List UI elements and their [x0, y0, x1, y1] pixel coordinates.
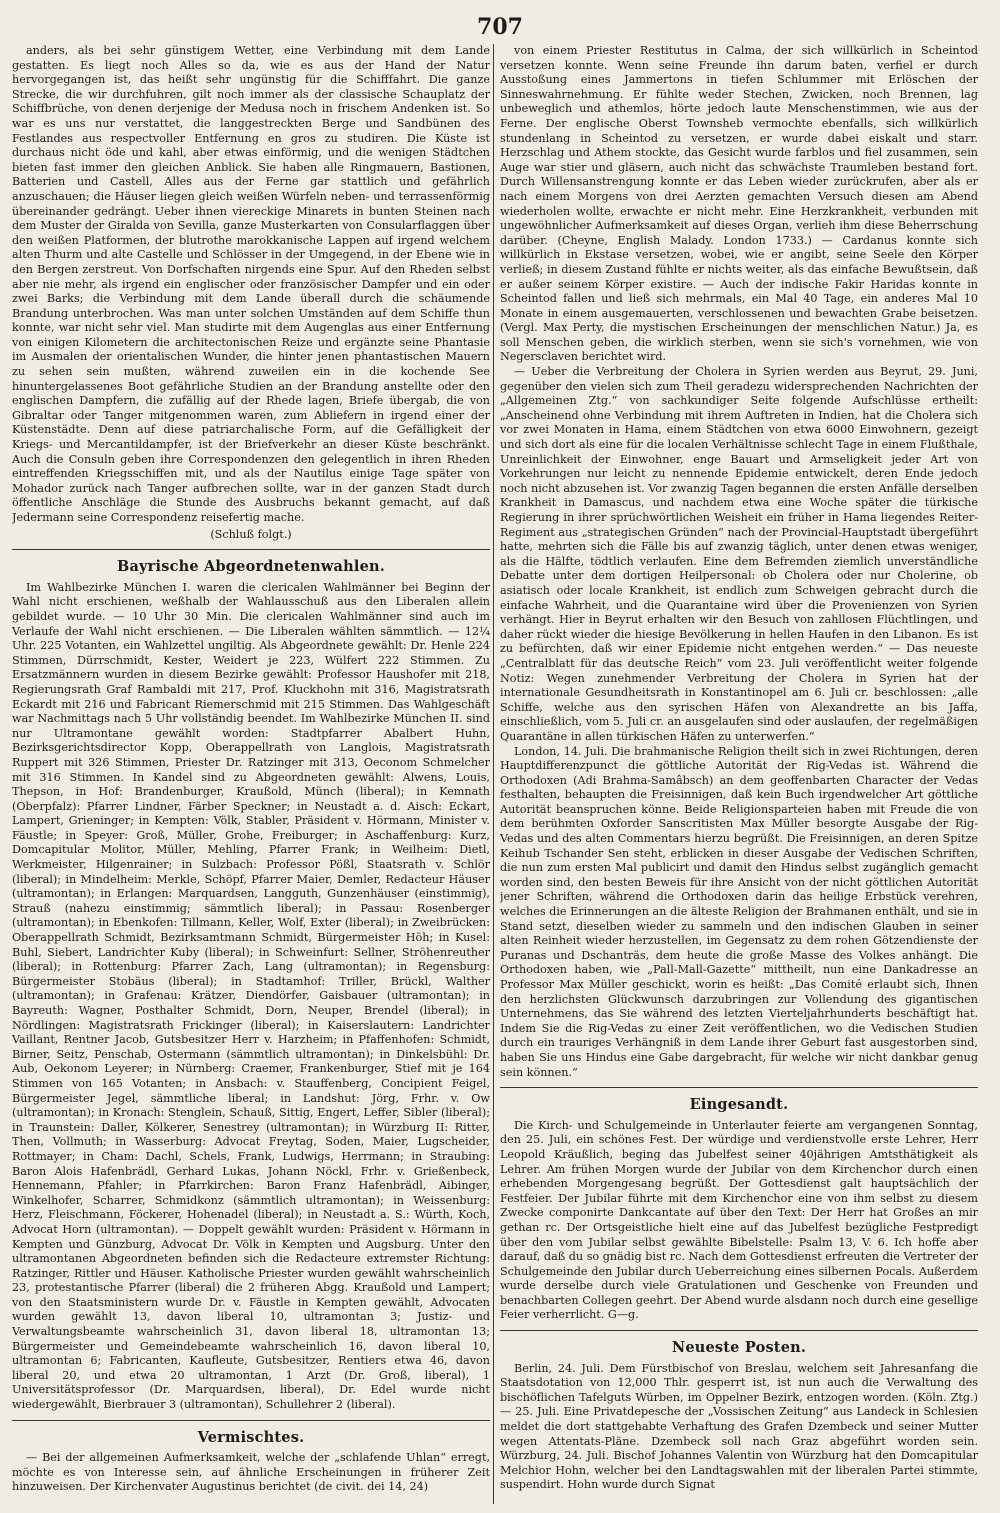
- section-divider: [12, 1420, 490, 1421]
- right-column: [500, 44, 978, 1506]
- to-be-continued-note: (Schluß folgt.): [210, 527, 292, 541]
- page-number: 707: [477, 14, 523, 40]
- cholera-report-text: — Ueber die Verbreitung der Cholera in Syrien werden aus Beyrut, 29. Juni, gegenüber den vielen sich zum Theil geradezu widersprechenden Nachrichten der „Allgemeinen Ztg.“ von sachkundiger Seite folgende Aufschlüsse ertheilt: „Anscheinend ohne Verbindung mit ihrem Auftreten in Indien, hat die Cholera sich vor zwei Monaten in Hama, einem Städtchen von etwa 6000 Einwohnern, gezeigt und sich dort als eine für die localen Verhältnisse schlecht Tage in einem Flußthale, Unreinlichkeit der Einwohner, enge Bauart und Armseligkeit jeder Art von Vorkehrungen nur leicht zu nennende Epidemie entwickelt, deren Ende jedoch noch nicht abzusehen ist. Vor zwanzig Tagen begannen die ersten Anfälle derselben Krankheit in Damascus, und nachdem etwa eine Woche später die türkische Regierung in ihrer sprüchwörtlichen Weisheit ein früher in Hama liegendes Reiter-Regiment aus „strategischen Gründen“ nach der Provincial-Hauptstadt übergeführt hatte, mehrten sich die Fälle bis auf zwanzig täglich, unter denen etwas weniger, als die Hälfte, tödtlich verlaufen. Eine dem Befremden ziemlich unverständliche Debatte unter dem dortigen Heilpersonal: ob Cholera oder nur Cholerine, ob asiatisch oder locale Krankheit, ist endlich zum Schweigen gebracht durch die einfache Wahrheit, und die Quarantaine wird über die Provenienzen von Syrien verhängt. Hier in Beyrut erhalten wir den Besuch von zahllosen Flüchtlingen, und daher rückt wieder die hiesige Bevölkerung in hellen Haufen in den Libanon. Es ist zu befürchten, daß wir einer Epidemie nicht entgehen werden.“ — Das neueste „Centralblatt für das deutsche Reich“ vom 23. Juli veröffentlicht weiter folgende Notiz: Wegen zunehmender Verbreitung der Cholera in Syrien hat der internationale Gesundheitsrath in Konstantinopel am 6. Juli cr. beschlossen: „alle Schiffe, welche aus den syrischen Häfen von Alexandrette an bis Jaffa, einschließlich, vom 5. Juli cr. an ausgelaufen sind oder auslaufen, der regelmäßigen Quarantäne in allen türkischen Häfen zu unterwerfen.“: [500, 365, 978, 743]
- travel-report-text: anders, als bei sehr günstigem Wetter, eine Verbindung mit dem Lande gestatten. Es liegt noch Alles so da, wie es aus der Hand der Natur hervorgegangen ist, das heißt sehr ungünstig für die Schifffahrt. Die ganze Strecke, die wir durchfuhren, gilt noch immer als der classische Schauplatz der Schiffbrüche, von denen derjenige der Medusa noch in frischem Andenken ist. So war es uns nur verstattet, die langgestreckten Berge und Sandbünen des Festlandes aus respectvoller Entfernung en gros zu studiren. Die Küste ist durchaus nicht öde und kahl, aber etwas einförmig, und die wenigen Städtchen bieten fast immer den gleichen Anblick. Sie haben alle Ringmauern, Bastionen, Batterien und Castell, Alles aus der Ferne gar stattlich und gefährlich anzuschauen; die Häuser liegen gleich weißen Würfeln neben- und terrassenförmig übereinander gedrängt. Ueber ihnen viereckige Minarets in bunten Steinen nach dem Muster der Giralda von Sevilla, ganze Musterkarten von Consularflaggen über den weißen Platformen, der blutrothe marokkanische Lappen auf irgend welchem alten Thurm und alte Castelle und Schlösser in der Umgegend, in der Ebene wie in den Bergen zerstreut. Von Dorfschaften nirgends eine Spur. Auf den Rheden selbst aber nie mehr, als irgend ein englischer oder französischer Dampfer und ein oder zwei Barks; die Verbindung mit dem Lande überall durch die schäumende Brandung unterbrochen. Was man unter solchen Umständen auf dem Schiffe thun konnte, war nicht sehr viel. Man studirte mit dem Augenglas aus einer Entfernung von einigen Kilometern die architectonischen Reize und ergänzte seine Phantasie im Ausmalen der orientalischen Wunder, die hinter jenen phantastischen Mauern zu sehen sein mußten, während zuweilen ein in die kochende See hinuntergelassenes Boot gefährliche Studien an der Brandung anstellte oder den englischen Dampfern, die zufällig auf der Rhede lagen, Briefe übergab, die von Gibraltar oder Tanger mitgenommen waren, zum Abliefern in irgend einer der Küstenstädte. Denn auf diese patriarchalische Form, auf die Gefälligkeit der Kriegs- und Mercantildampfer, ist der Briefverkehr an dieser Küste beschränkt. Auch die Consuln geben ihre Correspondenzen den gelegentlich in ihren Rheden eintreffenden Kriegsschiffen mit, und als der Nautilus einige Tage später von Mohador zurück nach Tanger aufbrechen sollte, war in der ganzen Stadt durch öffentliche Anschläge die Stunde des Ausbruchs bekannt gemacht, auf daß Jedermann seine Correspondenz reisefertig mache.: [12, 44, 490, 524]
- section-title-miscellaneous: Vermischtes.: [197, 1428, 305, 1446]
- section-title-latest-news: Neueste Posten.: [671, 1339, 807, 1357]
- section-title-submitted: Eingesandt.: [689, 1096, 789, 1114]
- section-divider: [500, 1087, 978, 1088]
- london-report-text: London, 14. Juli. Die brahmanische Religion theilt sich in zwei Richtungen, deren Hauptdifferenzpunct die göttliche Autorität der Rig-Vedas ist. Während die Orthodoxen (Adi Brahma-Samâbsch) an dem geoffenbarten Character der Vedas festhalten, behaupten die Freisinnigen, daß kein Buch irgendwelcher Art göttliche Autorität beanspruchen könne. Beide Religionsparteien haben mit Freude die von dem berühmten Oxforder Sanscritisten Max Müller besorgte Ausgabe der Rig-Vedas und des alten Commentars hierzu begrüßt. Die Freisinnigen, an deren Spitze Keihub Tschander Sen steht, erblicken in dieser Ausgabe der Vedischen Schriften, die nun zum ersten Mal publicirt und damit den Hindus selbst zugänglich gemacht worden sind, den besten Beweis für ihre Ansicht von der nicht göttlichen Autorität jener Schriften, während die Orthodoxen darin das heilige Erbstück verehren, welches die Erinnerungen an die älteste Religion der Brahmanen enthält, und sie in Stand setzt, dieselben wieder zu sammeln und den indischen Glauben in seiner alten Reinheit wieder herzustellen, im Gegensatz zu dem rohen Götzendienste der Puranas und Dschanträs, dem heute die große Masse des Volkes anhängt. Die Orthodoxen haben, wie „Pall-Mall-Gazette“ mittheilt, nun eine Dankadresse an Professor Max Müller geschickt, worin es heißt: „Das Comité erlaubt sich, Ihnen den herzlichsten Glückwunsch darzubringen zur Vollendung des gigantischen Unternehmens, das Sie während des letzten Vierteljahrhunderts beschäftigt hat. Indem Sie die Rig-Vedas zu einer Zeit veröffentlichen, wo die Vedischen Studien durch ein trauriges Verhängniß in dem Lande ihrer Geburt fast ausgestorben sind, haben Sie uns Hindus eine Gabe dargebracht, für welche wir nicht dankbar genug sein können.“: [500, 744, 978, 1079]
- section-title-elections: Bayrische Abgeordnetenwahlen.: [116, 558, 385, 576]
- elections-text: Im Wahlbezirke München I. waren die clericalen Wahlmänner bei Beginn der Wahl nicht erschienen, weßhalb der Wahlausschuß aus den Liberalen allein gebildet wurde. — 10 Uhr 30 Min. Die clericalen Wahlmänner sind auch im Verlaufe der Wahl nicht erschienen. — Die Liberalen wählten sämmtlich. — 12¼ Uhr. 225 Votanten, ein Wahlzettel ungiltig. Als Abgeordnete gewählt: Dr. Henle 224 Stimmen, Dürrschmidt, Kester, Weidert je 223, Wülfert 222 Stimmen. Zu Ersatzmännern wurden in diesem Bezirke gewählt: Professor Haushofer mit 218, Regierungsrath Graf Rambaldi mit 217, Prof. Kluckhohn mit 316, Magistratsrath Eckardt mit 216 und Fabricant Riemerschmid mit 215 Stimmen. Das Wahlgeschäft war Nachmittags nach 5 Uhr vollständig beendet. Im Wahlbezirke München II. sind nur Ultramontane gewählt worden: Stadtpfarrer Abalbert Huhn, Bezirksgerichtsdirector Kopp, Oberappellrath von Langlois, Magistratsrath Ruppert mit 326 Stimmen, Priester Dr. Ratzinger mit 313, Oeconom Schmelcher mit 316 Stimmen. In Kandel sind zu Abgeordneten gewählt: Alwens, Louis, Thepson, in Hof: Brandenburger, Kraußold, Münch (liberal); in Kemnath (Oberpfalz): Pfarrer Lindner, Färber Speckner; in Neustadt a. d. Aisch: Eckart, Lampert, Grieninger; in Kempten: Völk, Stabler, Präsident v. Hörmann, Minister v. Fäustle; in Speyer: Groß, Müller, Grohe, Freiburger; in Aschaffenburg: Kurz, Domcapitular Molitor, Müller, Mehling, Pfarrer Frank; in Weilheim: Dietl, Werkmeister, Hilgenrainer; in Sulzbach: Professor Pößl, Staatsrath v. Schlör (liberal); in Mindelheim: Merkle, Schöpf, Pfarrer Maier, Demler, Redacteur Häuser (ultramontan); in Erlangen: Marquardsen, Langguth, Gunzenhäuser (einstimmig), Strauß (nahezu einstimmig; sämmtlich liberal); in Passau: Rosenberger (ultramontan); in Ebenkofen: Tillmann, Keller, Wolf, Exter (liberal); in Zweibrücken: Oberappellrath Schmidt, Bezirksamtmann Schmidt, Bürgermeister Höh; in Kusel: Buhl, Siebert, Landrichter Kuby (liberal); in Schweinfurt: Sellner, Ströhenreuther (liberal); in Rottenburg: Pfarrer Zach, Lang (ultramontan); in Regensburg: Bürgermeister Stobäus (liberal); in Stadtamhof: Triller, Brückl, Walther (ultramontan); in Grafenau: Krätzer, Diendörfer, Gaisbauer (ultramontan); in Bayreuth: Wagner, Posthalter Schmidt, Dorn, Neuper, Brendel (liberal); in Nördlingen: Magistratsrath Frickinger (liberal); in Kaiserslautern: Landrichter Vaillant, Rentner Jacob, Gutsbesitzer Herr v. Harzheim; in Pfaffenhofen: Schmidt, Birner, Seitz, Penschab, Ostermann (sämmtlich ultramontan); in Dinkelsbühl: Dr. Aub, Oekonom Leyerer; in Nürnberg: Craemer, Frankenburger, Stief mit je 164 Stimmen von 165 Votanten; in Ansbach: v. Stauffenberg, Concipient Feigel, Bürgermeister Jegel, sämmtliche liberal; in Landshut: Jörg, Frhr. v. Ow (ultramontan); in Kronach: Stenglein, Schauß, Sittig, Engert, Leffer, Sibler (liberal); in Traunstein: Daller, Kölkerer, Senestrey (ultramontan); in Würzburg II: Ritter, Then, Vollmuth; in Wasserburg: Advocat Freytag, Soden, Maier, Lugscheider, Rottmayer; in Cham: Dachl, Schels, Frank, Ludwigs, Herrmann; in Straubing: Baron Alois Hafenbrädl, Gerhard Lukas, Johann Nöckl, Frhr. v. Grießenbeck, Hennemann, Pfahler; in Pfarrkirchen: Baron Franz Hafenbrädl, Aibinger, Winkelhofer, Scharrer, Schmidkonz (sämmtlich ultramontan); in Weissenburg: Herz, Fleischmann, Föckerer, Hohenadel (liberal); in Neustadt a. S.: Würth, Koch, Advocat Horn (ultramontan). — Doppelt gewählt wurden: Präsident v. Hörmann in Kempten und Günzburg, Advocat Dr. Völk in Kempten und Augsburg. Unter den ultramontanen Abgeordneten befinden sich die Redacteure extremster Richtung: Ratzinger, Rittler und Häuser. Katholische Priester wurden gewählt wahrscheinlich 23, protestantische Pfarrer (liberal) die 2 früheren Abgg. Kraußold und Lampert; von den Staatsministern wurde Dr. v. Fäustle in Kempten gewählt, Advocaten wurden gewählt 13, davon liberal 10, ultramontan 3; Justiz- und Verwaltungsbeamte wahrscheinlich 31, davon liberal 18, ultramontan 13; Bürgermeister und Gemeindebeamte wahrscheinlich 16, davon liberal 10, ultramontan 6; Fabricanten, Kaufleute, Gutsbesitzer, Rentiers etwa 46, davon liberal 20, und etwa 20 ultramontan, 1 Arzt (Dr. Groß, liberal), 1 Universitätsprofessor (Dr. Marquardsen, liberal), Dr. Edel wurde nicht wiedergewählt, Bierbrauer 3 (ultramontan), Schullehrer 2 (liberal).: [12, 580, 490, 1412]
- miscellaneous-continued-text: von einem Priester Restitutus in Calma, der sich willkürlich in Scheintod versetzen konnte. Wenn seine Freunde ihn darum baten, verfiel er durch Ausstoßung eines Jammertons in tiefen Schlummer mit Erlöschen der Sinneswahrnehmung. Er fühlte weder Stechen, Zwicken, noch Brennen, lag unbeweglich und athemlos, hörte jedoch laute Menschenstimmen, wie aus der Ferne. Der englische Oberst Townsheb vermochte ebenfalls, sich willkürlich stundenlang in Scheintod zu versetzen, er wurde dabei eiskalt und starr. Herzschlag und Athem stockte, das Gesicht wurde farblos und fiel zusammen, sein Auge war stier und gläsern, auch nicht das schwächste Traumleben bestand fort. Durch Willensanstrengung konnte er das Leben wieder zurückrufen, aber als er nach einem Morgens von drei Aerzten gemachten Versuch diesen am Abend wiederholen wollte, erwachte er nicht mehr. Eine Herzkrankheit, verbunden mit ungewöhnlicher Aufmerksamkeit auf dieses Organ, verlieh ihm diese Beherrschung darüber. (Cheyne, English Malady. London 1733.) — Cardanus konnte sich willkürlich in Ekstase versetzen, wobei, wie er angibt, seine Seele den Körper verließ; in diesem Zustand fühlte er nichts weiter, als das einfache Bewußtsein, daß er außer seinem Körper existire. — Auch der indische Fakir Haridas konnte in Scheintod fallen und ließ sich mehrmals, ein Mal 40 Tage, ein anderes Mal 10 Monate in einem ausgemauerten, verschlossenen und bewachten Grabe beisetzen. (Vergl. Max Perty, die mystischen Erscheinungen der menschlichen Natur.) Ja, es soll Menschen geben, die wirklich sterben, wenn sie sich's vornehmen, wie von Negersclaven berichtet wird.: [500, 44, 978, 364]
- column-rule: [493, 44, 494, 1504]
- section-divider: [12, 549, 490, 550]
- submitted-text: Die Kirch- und Schulgemeinde in Unterlauter feierte am vergangenen Sonntag, den 25. Juli, ein schönes Fest. Der würdige und verdienstvolle erste Lehrer, Herr Leopold Kräußlich, beging das Jubelfest seiner 40jährigen Amtsthätigkeit als Lehrer. Am frühen Morgen wurde der Jubilar von dem Kirchenchor durch einen erhebenden Morgengesang begrüßt. Der Gottesdienst galt hauptsächlich der Festfeier. Der Jubilar führte mit dem Kirchenchor eine von ihm selbst zu diesem Zwecke componirte Dankcantate auf über den Text: Der Herr hat Großes an mir gethan rc. Der Ortsgeistliche hielt eine auf das Jubelfest bezügliche Festpredigt über den vom Jubilar selbst gewählte Bibelstelle: Psalm 13, V. 6. Ich hoffe aber darauf, daß du so gnädig bist rc. Nach dem Gottesdienst erfreuten die Vertreter der Schulgemeinde den Jubilar durch Ueberreichung eines silbernen Pocals. Außerdem wurde derselbe durch viele Gratulationen und Geschenke von Freunden und benachbarten Collegen geehrt. Der Abend wurde alsdann noch durch eine gesellige Feier verherrlicht. G—g.: [500, 1118, 978, 1322]
- miscellaneous-text: — Bei der allgemeinen Aufmerksamkeit, welche der „schlafende Uhlan“ erregt, möchte es von Interesse sein, auf ähnliche Erscheinungen in früherer Zeit hinzuweisen. Der Kirchenvater Augustinus berichtet (de civit. dei 14, 24): [12, 1451, 490, 1494]
- section-divider: [500, 1330, 978, 1331]
- latest-news-text: Berlin, 24. Juli. Dem Fürstbischof von Breslau, welchem seit Jahresanfang die Staatsdotation von 12,000 Thlr. gesperrt ist, ist nun auch die Verwaltung des bischöflichen Tafelguts Würben, im Oppelner Bezirk, entzogen worden. (Köln. Ztg.) — 25. Juli. Eine Privatdepesche der „Vossischen Zeitung“ aus Landeck in Schlesien meldet die dort stattgehabte Verhaftung des Grafen Dzembeck und seiner Mutter wegen Attentats-Pläne. Dzembeck soll nach Graz abgeführt worden sein. Würzburg, 24. Juli. Bischof Johannes Valentin von Würzburg hat den Domcapitular Melchior Hohn, welcher bei den Landtagswahlen mit der liberalen Partei stimmte, suspendirt. Hohn wurde durch Signat: [500, 1361, 978, 1492]
- left-column: [12, 44, 490, 1506]
